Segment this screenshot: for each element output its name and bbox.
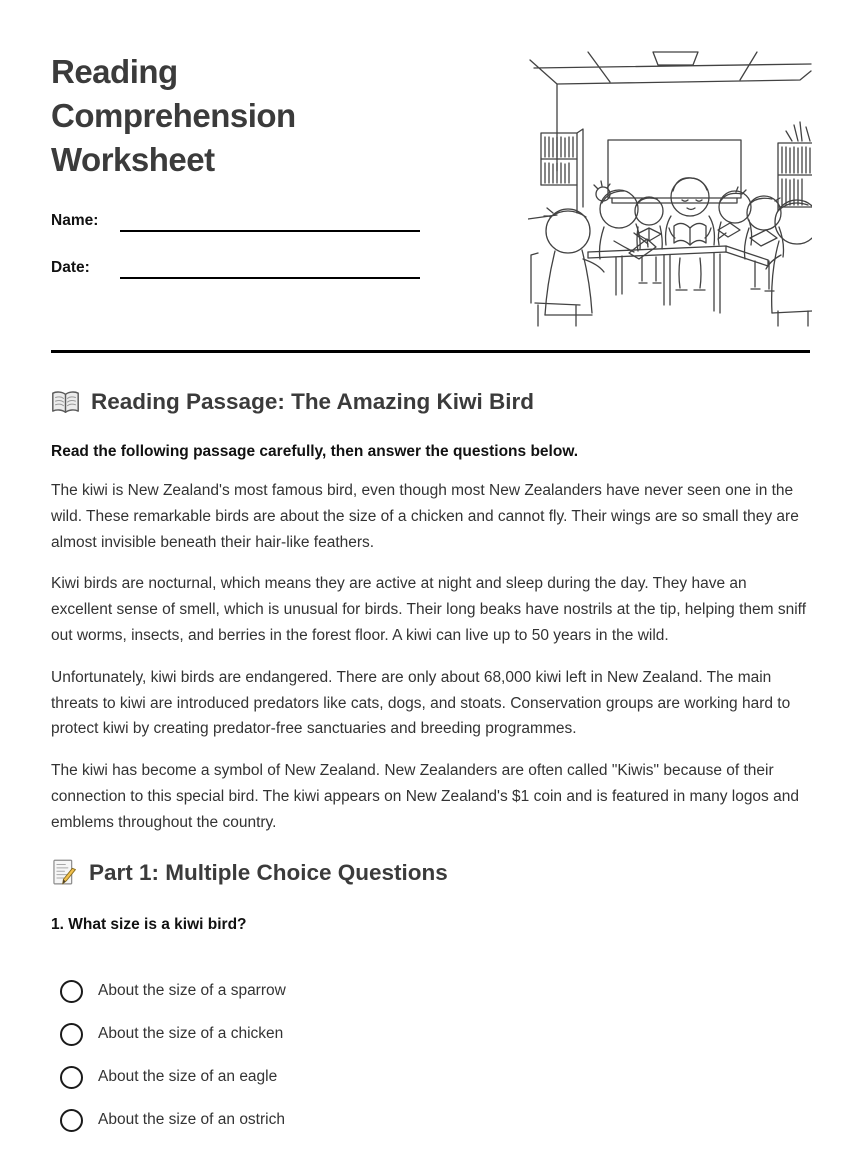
- passage-instruction: Read the following passage carefully, then answer the questions below.: [51, 443, 579, 460]
- option-row[interactable]: [60, 978, 810, 1005]
- option-row[interactable]: [60, 1021, 810, 1048]
- option-label: About the size of an eagle: [98, 1068, 278, 1086]
- date-label: Date:: [51, 259, 90, 276]
- radio-button[interactable]: [60, 980, 83, 1003]
- name-label: Name:: [51, 212, 99, 229]
- passage-paragraph: The kiwi is New Zealand's most famous bird, even though most New Zealanders have never seen one in the wild. These remarkable birds are about the size of a chicken and cannot fly. Their wings are so small they are almost invisible beneath their hair-like feathers.: [51, 482, 799, 551]
- radio-button[interactable]: [60, 1066, 83, 1089]
- radio-button[interactable]: [60, 1109, 83, 1132]
- part1-heading-text: Part 1: Multiple Choice Questions: [89, 859, 448, 885]
- passage-heading-text: Reading Passage: The Amazing Kiwi Bird: [91, 389, 535, 414]
- open-book-icon: [51, 390, 80, 415]
- part1-heading: [51, 858, 810, 888]
- option-label: About the size of a chicken: [98, 1025, 284, 1043]
- question-1-text: 1. What size is a kiwi bird?: [51, 915, 247, 933]
- option-label: About the size of a sparrow: [98, 982, 286, 1000]
- passage-heading: [51, 387, 810, 417]
- option-row[interactable]: [60, 1107, 810, 1134]
- option-label: About the size of an ostrich: [98, 1111, 285, 1129]
- question-1-options: [60, 978, 810, 1134]
- date-input-line[interactable]: [120, 255, 420, 279]
- option-row[interactable]: [60, 1064, 810, 1091]
- passage-paragraph: Unfortunately, kiwi birds are endangered. There are only about 68,000 kiwi left in New Zealand. The main threats to kiwi are introduced predators like cats, dogs, and stoats. Conservation groups are working hard to protect kiwi by creating predator-free sanctuaries and breeding programmes.: [51, 668, 791, 738]
- page-title: Reading Comprehension Worksheet: [51, 53, 296, 178]
- section-divider: [51, 350, 810, 353]
- name-input-line[interactable]: [120, 208, 420, 232]
- memo-pencil-icon: [51, 859, 78, 886]
- reading-passage-section: [0, 387, 860, 836]
- worksheet-header: [0, 0, 860, 350]
- classroom-reading-illustration: [528, 45, 812, 327]
- part1-section: [0, 858, 860, 1134]
- passage-paragraph: The kiwi has become a symbol of New Zealand. New Zealanders are often called "Kiwis" because of their connection to this special bird. The kiwi appears on New Zealand's $1 coin and is featured in many logos and emblems throughout the country.: [51, 762, 799, 831]
- radio-button[interactable]: [60, 1023, 83, 1046]
- passage-paragraph: Kiwi birds are nocturnal, which means they are active at night and sleep during the day. They have an excellent sense of smell, which is unusual for birds. Their long beaks have nostrils at the tip, helping them sniff out worms, insects, and berries in the forest floor. A kiwi can live up to 50 years in the wild.: [51, 575, 807, 644]
